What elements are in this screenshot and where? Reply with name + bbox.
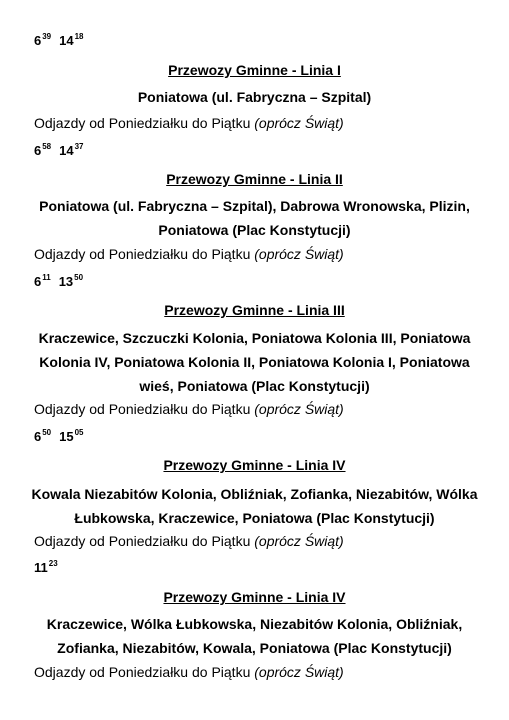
- departure-times: [34, 559, 66, 575]
- departure-days: Odjazdy od Poniedziałku do Piątku (oprócz Świąt): [34, 664, 344, 680]
- departure-time: $6^{58}$: [34, 142, 52, 158]
- departure-time: $6^{11}$: [34, 273, 51, 289]
- line-heading: Przewozy Gminne - Linia IV: [163, 589, 346, 605]
- departure-time: $14^{37}$: [59, 142, 84, 158]
- route-description: Kraczewice, Szczuczki Kolonia, Poniatowa Kolonia III, Poniatowa Kolonia IV, Poniatowa Kolonia II, Poniatowa Kolonia I, Poniatowa wieś, Poniatowa (Plac Konstytucji): [38, 330, 471, 394]
- departure-days: Odjazdy od Poniedziałku do Piątku (oprócz Świąt): [34, 401, 344, 417]
- route-description: Kowala Niezabitów Kolonia, Obliźniak, Zofianka, Niezabitów, Wólka Łubkowska, Kraczewice, Poniatowa (Plac Konstytucji): [31, 486, 478, 526]
- route-description: Poniatowa (ul. Fabryczna – Szpital), Dabrowa Wronowska, Plizin, Poniatowa (Plac Konstytucji): [39, 198, 470, 238]
- line-heading: Przewozy Gminne - Linia IV: [163, 457, 346, 473]
- departure-time: $6^{39}$: [34, 32, 52, 48]
- departure-time: $11^{23}$: [34, 559, 58, 575]
- departure-days: Odjazdy od Poniedziałku do Piątku (oprócz Świąt): [34, 533, 344, 549]
- departure-times: [34, 273, 91, 289]
- departure-time: $6^{50}$: [34, 428, 52, 444]
- departure-time: $13^{50}$: [58, 273, 84, 289]
- route-description: Kraczewice, Wólka Łubkowska, Niezabitów Kolonia, Obliźniak, Zofianka, Niezabitów, Kowala, Poniatowa (Plac Konstytucji): [46, 616, 463, 656]
- departure-time: $14^{18}$: [59, 32, 84, 48]
- top-times: [34, 32, 92, 48]
- departure-days: Odjazdy od Poniedziałku do Piątku (oprócz Świąt): [34, 115, 344, 131]
- departure-times: [34, 428, 92, 444]
- line-heading: Przewozy Gminne - Linia II: [166, 171, 343, 187]
- departure-times: [34, 142, 92, 158]
- line-heading: Przewozy Gminne - Linia I: [168, 62, 341, 78]
- line-heading: Przewozy Gminne - Linia III: [164, 302, 345, 318]
- route-description: Poniatowa (ul. Fabryczna – Szpital): [137, 89, 372, 105]
- departure-days: Odjazdy od Poniedziałku do Piątku (oprócz Świąt): [34, 246, 344, 262]
- departure-time: $15^{05}$: [59, 428, 84, 444]
